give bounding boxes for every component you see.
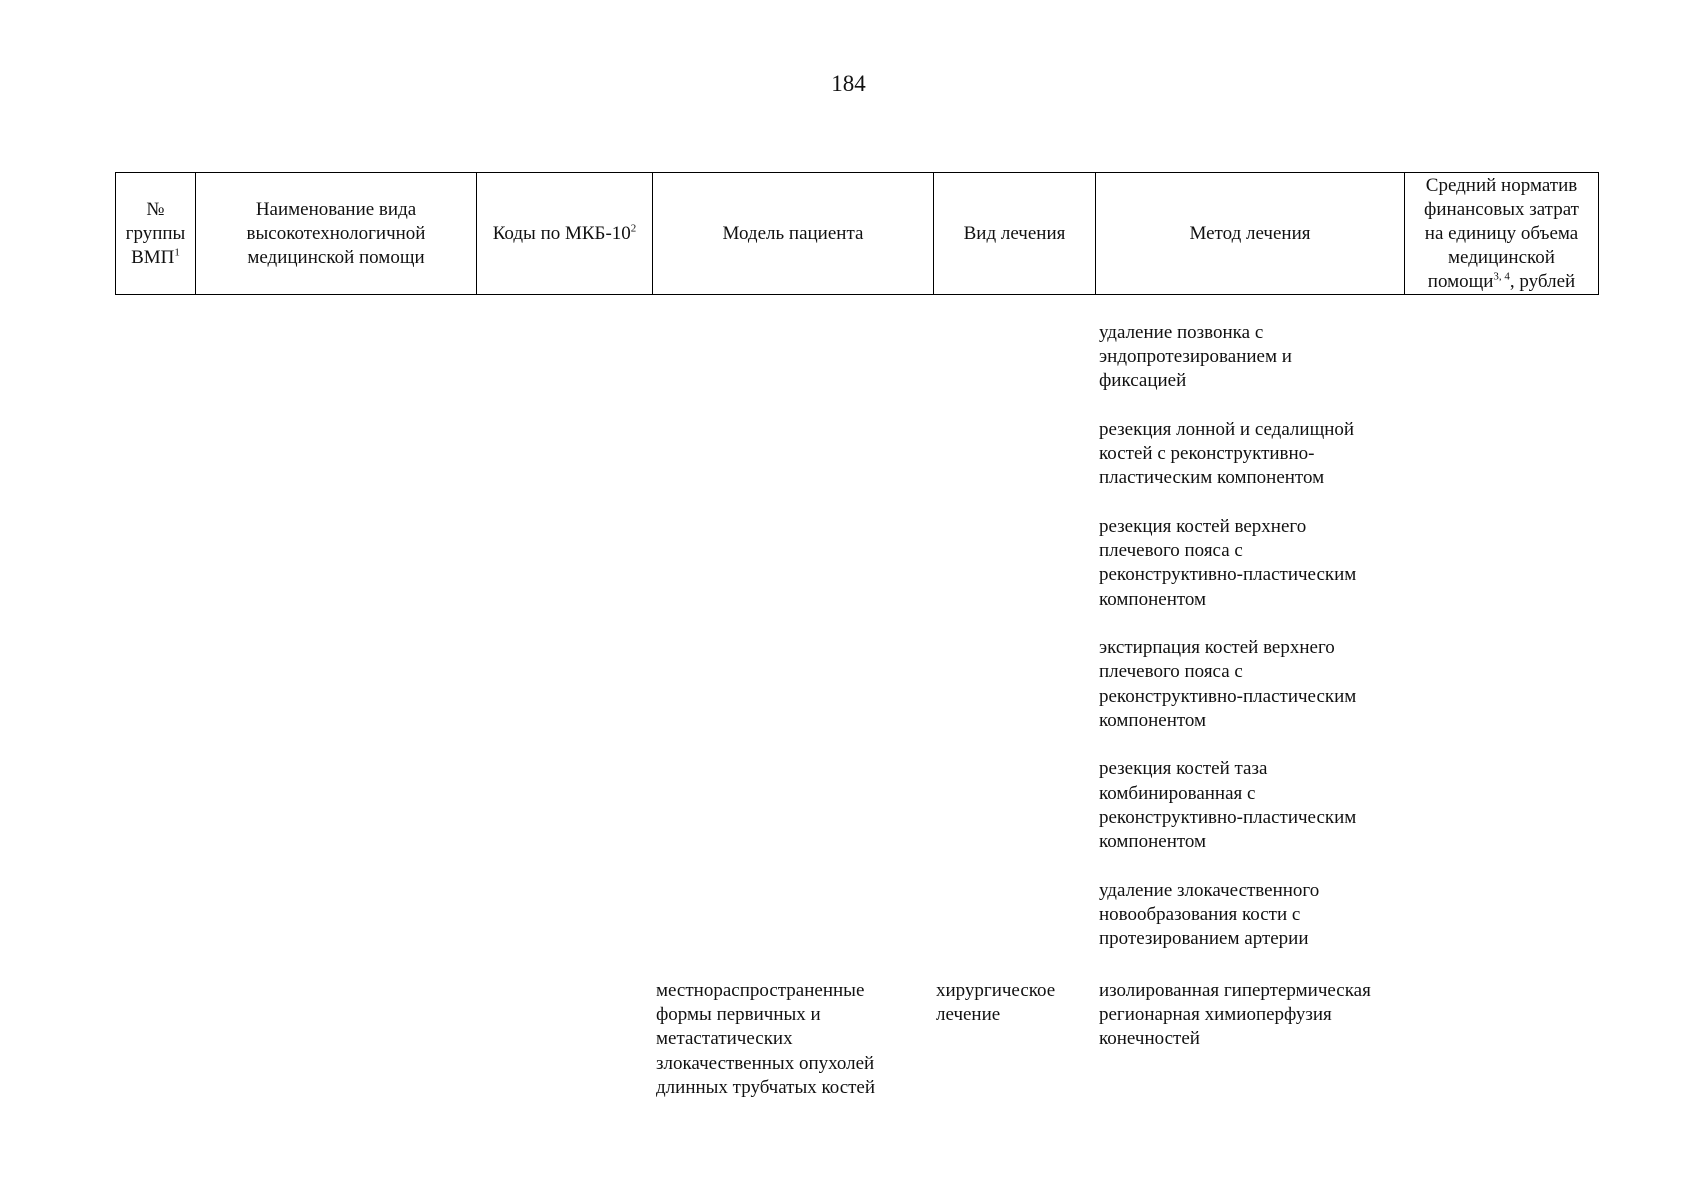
text-line: местнораспространенные [656, 980, 865, 1001]
text-line: костей с реконструктивно- [1099, 443, 1315, 465]
text-line: пластическим компонентом [1099, 467, 1325, 489]
header-average-cost [1405, 173, 1599, 295]
header-line: медицинской помощи [247, 246, 425, 268]
text-line: комбинированная с [1099, 782, 1256, 804]
header-line: Наименование вида [255, 198, 417, 220]
footnote-ref: 3, 4 [1493, 270, 1510, 283]
treatment-type-cell [936, 979, 1055, 1027]
treatment-method-item [1099, 879, 1356, 952]
text-line: протезированием артерии [1099, 928, 1309, 950]
header-line [1409, 270, 1594, 294]
header-line: Средний норматив [1425, 174, 1578, 196]
header-line: медицинской [1448, 246, 1555, 268]
text-line: новообразования кости с [1099, 903, 1301, 925]
text-line: резекция костей верхнего [1099, 516, 1307, 537]
text-line: удаление позвонка с [1099, 322, 1264, 343]
text-line: злокачественных опухолей [656, 1052, 875, 1074]
treatment-method-item [1099, 418, 1356, 491]
header-icd-codes [477, 173, 653, 295]
text-line: плечевого пояса с [1099, 540, 1243, 562]
header-patient-model: Модель пациента [653, 173, 934, 295]
text-line: формы первичных и [656, 1004, 821, 1026]
text-line: резекция лонной и седалищной [1099, 419, 1355, 440]
header-line-text: помощи [1427, 270, 1494, 292]
header-group-number [116, 173, 196, 295]
header-line: финансовых затрат [1424, 198, 1579, 220]
text-line: эндопротезированием и [1099, 346, 1292, 368]
treatment-method-item [1099, 321, 1356, 394]
text-line: удаление злокачественного [1099, 879, 1320, 901]
text-line: реконструктивно-пластическим [1099, 564, 1357, 586]
footnote-ref: 1 [174, 246, 180, 259]
text-line: реконструктивно-пластическим [1099, 685, 1357, 707]
header-treatment-type: Вид лечения [934, 173, 1096, 295]
patient-model-cell [656, 979, 875, 1100]
treatment-method-list [1099, 321, 1356, 976]
page-number: 184 [831, 71, 866, 96]
header-line: на единицу объема [1424, 222, 1579, 244]
header-line: высокотехнологичной [246, 222, 426, 244]
text-line: компонентом [1099, 709, 1207, 731]
header-line-text: Коды по МКБ-10 [492, 222, 631, 244]
treatment-method-item [1099, 757, 1356, 854]
text-line: плечевого пояса с [1099, 661, 1243, 683]
header-treatment-method: Метод лечения [1096, 173, 1405, 295]
header-line: группы [125, 222, 186, 244]
footnote-ref: 2 [630, 222, 637, 235]
text-line: метастатических [656, 1028, 793, 1050]
header-care-name [196, 173, 477, 295]
table-header [115, 172, 1599, 295]
treatment-method-cell [1099, 979, 1371, 1052]
text-line: конечностей [1099, 1028, 1200, 1050]
header-line: № [146, 198, 165, 220]
text-line: компонентом [1099, 588, 1207, 610]
treatment-method-item [1099, 515, 1356, 612]
header-line-text: , рублей [1509, 270, 1576, 292]
treatment-method-item [1099, 636, 1356, 733]
header-line-text: ВМП [131, 246, 175, 268]
header-line [120, 246, 191, 270]
text-line: хирургическое [936, 980, 1056, 1001]
text-line: реконструктивно-пластическим [1099, 806, 1357, 828]
text-line: экстирпация костей верхнего [1099, 637, 1335, 659]
text-line: фиксацией [1099, 370, 1187, 392]
text-line: изолированная гипертермическая [1099, 980, 1371, 1001]
text-line: резекция костей таза [1099, 758, 1268, 780]
text-line: длинных трубчатых костей [656, 1076, 876, 1098]
text-line: компонентом [1099, 831, 1207, 853]
text-line: лечение [936, 1004, 1001, 1026]
text-line: регионарная химиоперфузия [1099, 1004, 1332, 1026]
